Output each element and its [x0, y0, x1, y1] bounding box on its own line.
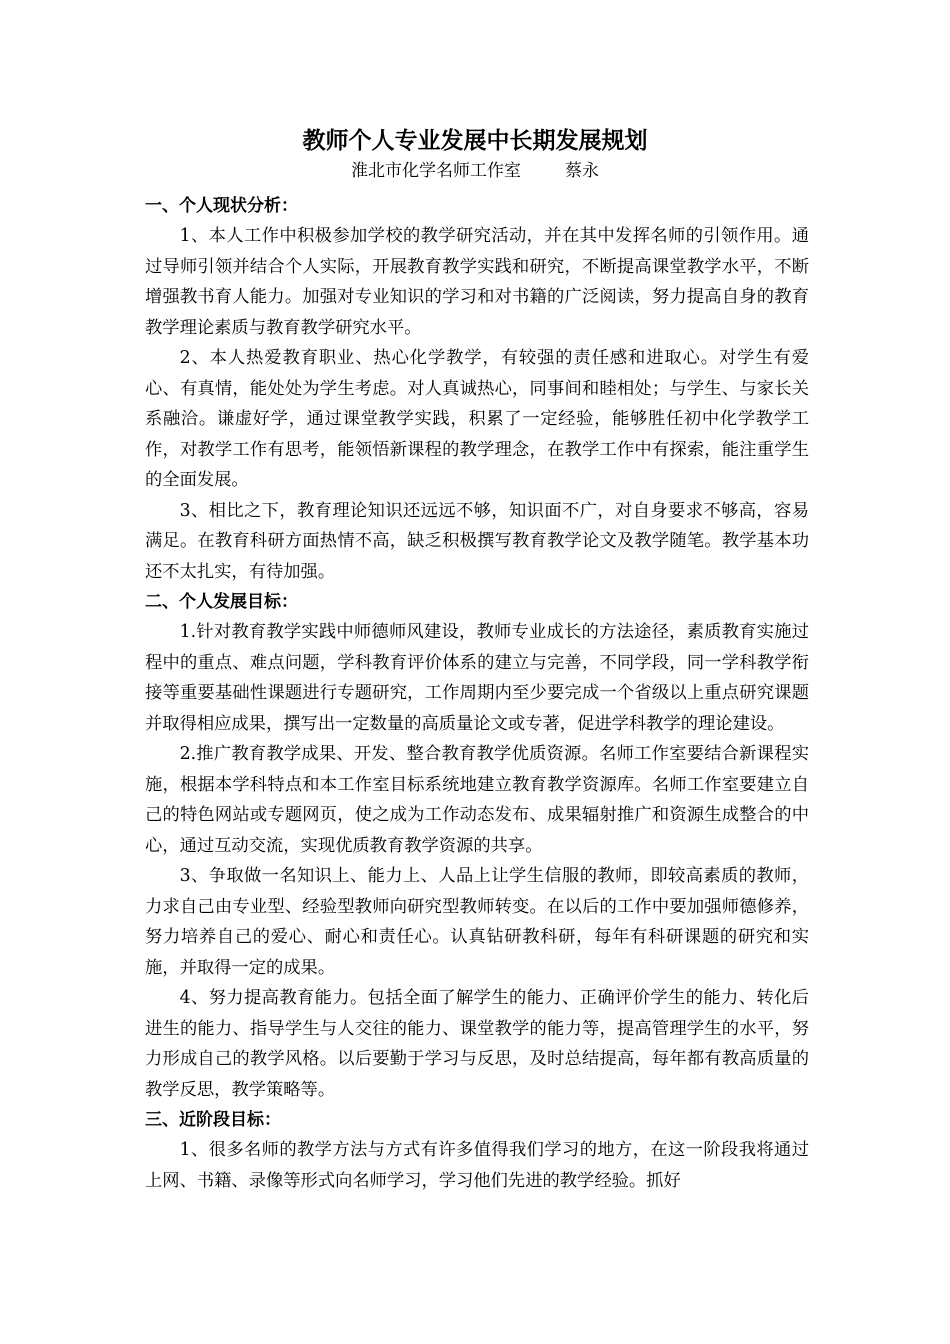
section-heading: 三、近阶段目标：	[145, 1110, 281, 1130]
paragraph: 1、很多名师的教学方法与方式有许多值得我们学习的地方，在这一阶段我将通过上网、书籍、录像等形式向名师学习，学习他们先进的教学经验。抓好	[145, 1140, 809, 1191]
document-author-line	[0, 158, 950, 184]
section-near-term-goals	[145, 1105, 809, 1196]
document-title: 教师个人专业发展中长期发展规划	[302, 127, 648, 154]
paragraph: 1、本人工作中积极参加学校的教学研究活动，并在其中发挥名师的引领作用。通过导师引领并结合个人实际，开展教育教学实践和研究，不断提高课堂教学水平，不断增强教书育人能力。加强对专业知识的学习和对书籍的广泛阅读，努力提高自身的教育教学理论素质与教育教学研究水平。	[145, 226, 809, 338]
document-body	[145, 191, 809, 1196]
section-development-goals	[145, 587, 809, 1105]
paragraph: 3、相比之下，教育理论知识还远远不够，知识面不广，对自身要求不够高，容易满足。在教育科研方面热情不高，缺乏积极撰写教育教学论文及教学随笔。教学基本功还不太扎实，有待加强。	[145, 500, 809, 582]
paragraph: 1.针对教育教学实践中师德师风建设，教师专业成长的方法途径，素质教育实施过程中的重点、难点问题，学科教育评价体系的建立与完善，不同学段，同一学科教学衔接等重要基础性课题进行专题研究，工作周期内至少要完成一个省级以上重点研究课题并取得相应成果，撰写出一定数量的高质量论文或专著，促进学科教学的理论建设。	[145, 622, 809, 734]
section-current-status	[145, 191, 809, 587]
paragraph: 2、本人热爱教育职业、热心化学教学，有较强的责任感和进取心。对学生有爱心、有真情，能处处为学生考虑。对人真诚热心，同事间和睦相处；与学生、与家长关系融洽。谦虚好学，通过课堂教学实践，积累了一定经验，能够胜任初中化学教学工作，对教学工作有思考，能领悟新课程的教学理念，在教学工作中有探索，能注重学生的全面发展。	[145, 348, 809, 490]
author-organization: 淮北市化学名师工作室	[351, 161, 521, 181]
paragraph: 3、争取做一名知识上、能力上、人品上让学生信服的教师，即较高素质的教师，力求自己由专业型、经验型教师向研究型教师转变。在以后的工作中要加强师德修养，努力培养自己的爱心、耐心和责任心。认真钻研教科研，每年有科研课题的研究和实施，并取得一定的成果。	[145, 866, 809, 978]
section-heading: 二、个人发展目标：	[145, 592, 298, 612]
author-name: 蔡永	[565, 161, 599, 181]
section-heading: 一、个人现状分析：	[145, 196, 298, 216]
paragraph: 2.推广教育教学成果、开发、整合教育教学优质资源。名师工作室要结合新课程实施，根据本学科特点和本工作室目标系统地建立教育教学资源库。名师工作室要建立自己的特色网站或专题网页，使之成为工作动态发布、成果辐射推广和资源生成整合的中心，通过互动交流，实现优质教育教学资源的共享。	[145, 744, 809, 856]
paragraph: 4、努力提高教育能力。包括全面了解学生的能力、正确评价学生的能力、转化后进生的能力、指导学生与人交往的能力、课堂教学的能力等，提高管理学生的水平，努力形成自己的教学风格。以后要勤于学习与反思，及时总结提高，每年都有教高质量的教学反思，教学策略等。	[145, 988, 809, 1100]
